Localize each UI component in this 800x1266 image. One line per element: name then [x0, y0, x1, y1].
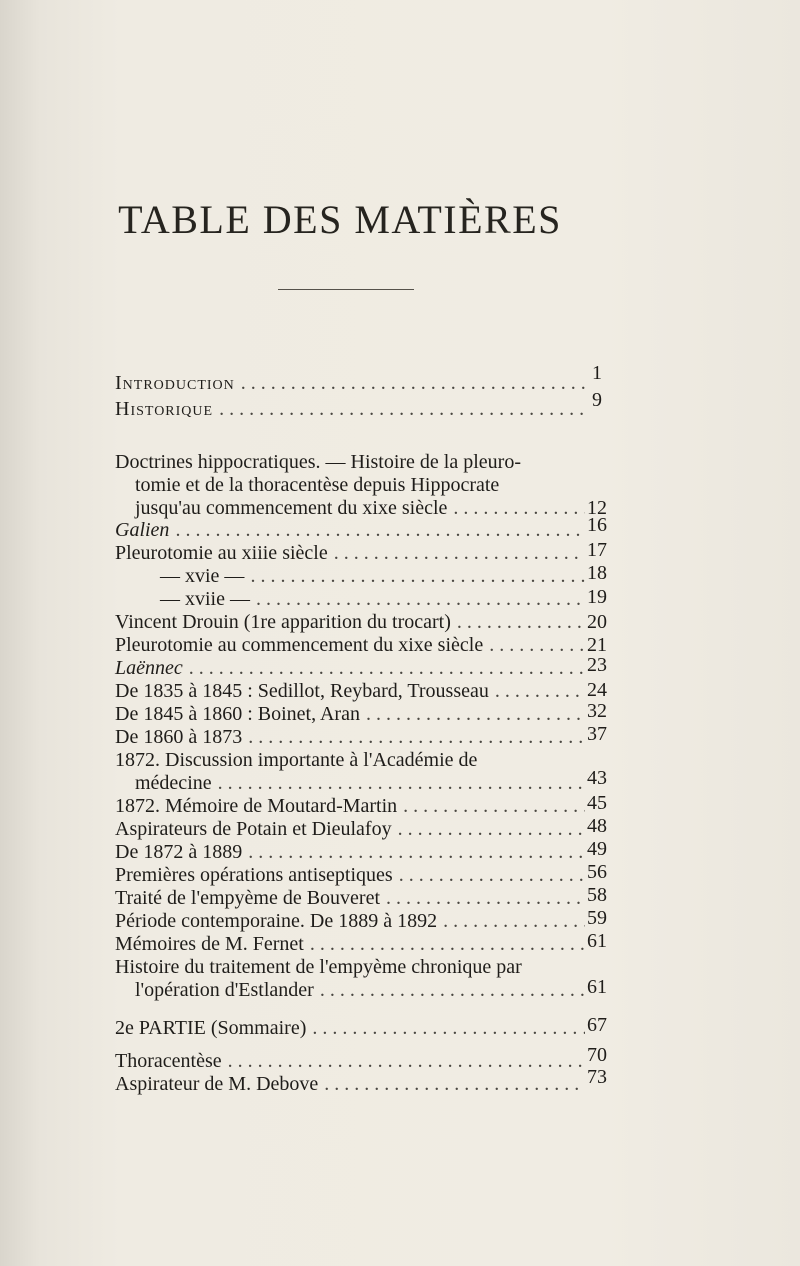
toc-entry	[135, 497, 585, 521]
toc-entry-label: — xvie —	[160, 565, 245, 587]
toc-entry	[115, 542, 585, 566]
toc-entry-label: Histoire du traitement de l'empyème chronique par	[115, 956, 522, 978]
toc-entry-label: Pleurotomie au commencement du xixe siècle	[115, 634, 484, 656]
toc-entry	[115, 680, 585, 704]
toc-entry-page: 56	[587, 861, 607, 883]
toc-entry-label: Pleurotomie au xiiie siècle	[115, 542, 328, 564]
toc-entry-page: 48	[587, 815, 607, 837]
toc-entry-label: Galien	[115, 519, 170, 541]
toc-entry-page: 16	[587, 514, 607, 536]
toc-entry-page: 59	[587, 907, 607, 929]
toc-entry-label: Mémoires de M. Fernet	[115, 933, 304, 955]
toc-entry-page: 61	[587, 976, 607, 998]
toc-entry-label: l'opération d'Estlander	[135, 979, 314, 1001]
toc-entry-label: médecine	[135, 772, 212, 794]
toc-entry-page: 73	[587, 1066, 607, 1088]
toc-entry	[115, 887, 585, 911]
toc-entry	[115, 864, 585, 888]
toc-entry	[115, 1050, 585, 1074]
toc-entry	[115, 398, 585, 422]
toc-entry-label: — xviie —	[160, 588, 250, 610]
toc-entry-page: 32	[587, 700, 607, 722]
toc-entry-label: 1872. Mémoire de Moutard-Martin	[115, 795, 398, 817]
toc-entry	[160, 588, 585, 612]
toc-entry-page: 17	[587, 539, 607, 561]
toc-entry	[115, 657, 585, 681]
toc-entry	[115, 634, 585, 658]
toc-entry-page: 61	[587, 930, 607, 952]
toc-entry-page: 18	[587, 562, 607, 584]
toc-entry	[115, 611, 585, 635]
toc-entry	[115, 818, 585, 842]
toc-entry-label: 1872. Discussion importante à l'Académie de	[115, 749, 478, 771]
toc-entry-page: 24	[587, 679, 607, 701]
toc-entry	[160, 565, 585, 589]
toc-entry-label: Aspirateurs de Potain et Dieulafoy	[115, 818, 392, 840]
toc-entry-label: Historique	[115, 398, 214, 420]
toc-entry-label: 2e PARTIE (Sommaire)	[115, 1017, 307, 1039]
toc-entry-label: De 1872 à 1889	[115, 841, 243, 863]
toc-entry-page: 37	[587, 723, 607, 745]
toc-entry	[115, 1073, 585, 1097]
toc-entry	[135, 979, 585, 1003]
toc-entry-page: 20	[587, 611, 607, 633]
toc-entry-page: 23	[587, 654, 607, 676]
toc-entry	[115, 795, 585, 819]
toc-entry-label: jusqu'au commencement du xixe siècle	[135, 497, 448, 519]
toc-entry-page: 58	[587, 884, 607, 906]
toc-entry-page: 70	[587, 1044, 607, 1066]
toc-entry	[135, 772, 585, 796]
toc-entry-label: Vincent Drouin (1re apparition du trocart)	[115, 611, 451, 633]
toc-entry-label: Doctrines hippocratiques. — Histoire de la pleuro-	[115, 451, 521, 473]
toc-entry-page: 49	[587, 838, 607, 860]
toc-entry	[115, 519, 585, 543]
toc-entry	[115, 841, 585, 865]
toc-entry-label: De 1845 à 1860 : Boinet, Aran	[115, 703, 360, 725]
toc-entry-label: Premières opérations antiseptiques	[115, 864, 393, 886]
toc-entry-page: 1	[592, 362, 602, 384]
toc-entry-label: Traité de l'empyème de Bouveret	[115, 887, 381, 909]
toc-entry	[115, 1017, 585, 1041]
toc-entry-label: Période contemporaine. De 1889 à 1892	[115, 910, 438, 932]
toc-entry-label: Laënnec	[115, 657, 183, 679]
toc-entry	[115, 703, 585, 727]
toc-entry	[115, 933, 585, 957]
toc-entry	[115, 372, 585, 396]
toc-entry	[115, 910, 585, 934]
toc-entry-label: De 1835 à 1845 : Sedillot, Reybard, Trousseau	[115, 680, 489, 702]
toc-entry-label: Introduction	[115, 372, 235, 394]
toc-entry-label: Thoracentèse	[115, 1050, 222, 1072]
toc-entry-label: tomie et de la thoracentèse depuis Hippocrate	[135, 474, 500, 496]
toc-entry-label: De 1860 à 1873	[115, 726, 243, 748]
toc-entry-page: 19	[587, 586, 607, 608]
toc-entry-page: 21	[587, 634, 607, 656]
toc-entry	[115, 726, 585, 750]
page-title: TABLE DES MATIÈRES	[118, 197, 562, 242]
toc-entry-page: 9	[592, 389, 602, 411]
toc-entry-page: 12	[587, 497, 607, 519]
toc-entry-page: 67	[587, 1014, 607, 1036]
toc-entry-label: Aspirateur de M. Debove	[115, 1073, 319, 1095]
toc-entry-page: 43	[587, 767, 607, 789]
toc-entry-page: 45	[587, 792, 607, 814]
